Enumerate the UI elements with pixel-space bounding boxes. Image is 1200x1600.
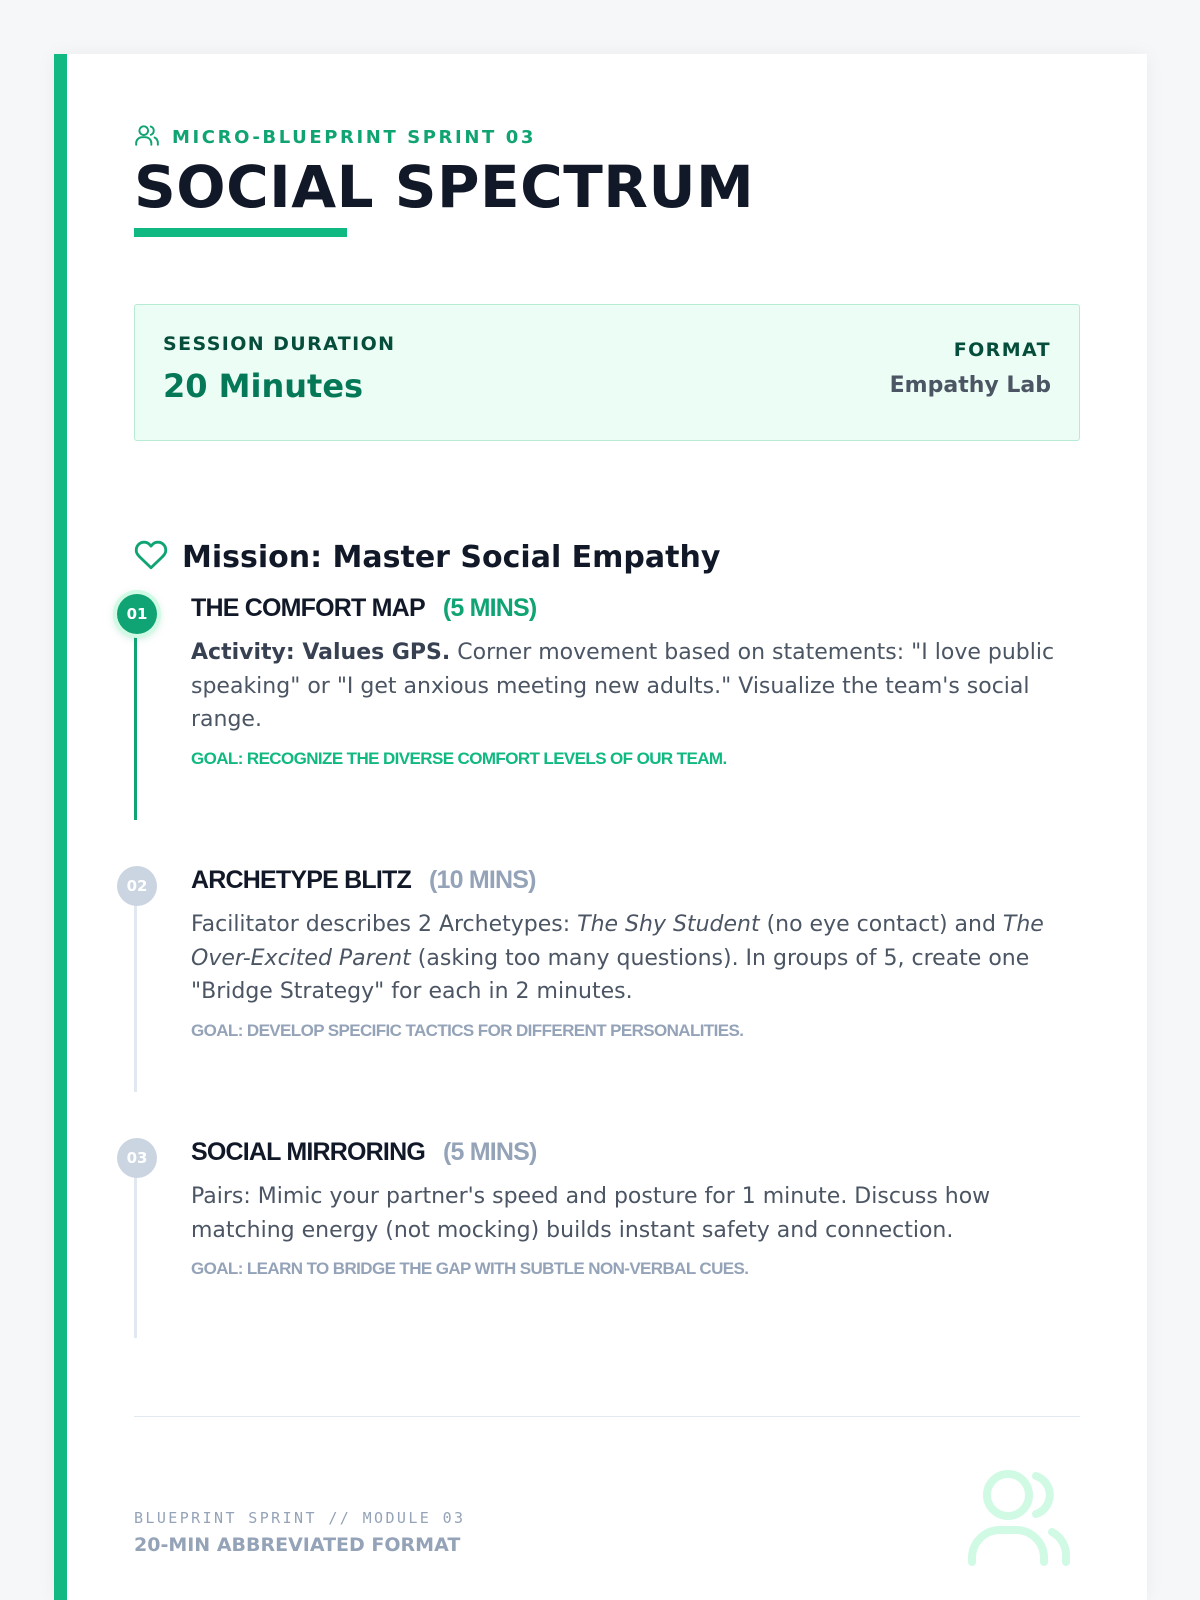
step-description bbox=[191, 908, 1061, 1009]
step-goal: GOAL: LEARN TO BRIDGE THE GAP WITH SUBTLE NON-VERBAL CUES. bbox=[191, 1259, 749, 1278]
step-title: ARCHETYPE BLITZ bbox=[191, 866, 411, 894]
step-duration: (10 MINS) bbox=[428, 866, 536, 894]
step-duration: (5 MINS) bbox=[442, 1138, 537, 1166]
session-info-box bbox=[134, 304, 1080, 441]
step-goal: GOAL: RECOGNIZE THE DIVERSE COMFORT LEVELS OF OUR TEAM. bbox=[191, 748, 727, 768]
users-icon bbox=[134, 122, 160, 153]
step-title: THE COMFORT MAP bbox=[191, 594, 425, 622]
step-body bbox=[191, 594, 1061, 769]
archetype-name: The Over-Excited Parent bbox=[191, 912, 1044, 971]
accent-bar bbox=[54, 54, 67, 1600]
timeline-step-1 bbox=[126, 594, 1080, 820]
step-header bbox=[191, 594, 1061, 628]
duration-label: SESSION DURATION bbox=[163, 333, 396, 355]
footer-format: 20-MIN ABBREVIATED FORMAT bbox=[134, 1534, 461, 1556]
activity-text: Corner movement based on statements: "I love public speaking" or "I get anxious meeting new adults." Visualize the team's social range. bbox=[191, 640, 1055, 732]
step-goal: GOAL: DEVELOP SPECIFIC TACTICS FOR DIFFERENT PERSONALITIES. bbox=[191, 1020, 744, 1040]
title-underline bbox=[134, 228, 347, 237]
step-description bbox=[191, 636, 1061, 737]
step-header bbox=[191, 866, 1061, 900]
step-header bbox=[191, 1138, 1061, 1172]
duration-value: 20 Minutes bbox=[163, 367, 364, 405]
step-number-badge: 02 bbox=[117, 866, 157, 906]
timeline-step-3 bbox=[126, 1138, 1080, 1338]
blueprint-card bbox=[54, 54, 1147, 1600]
step-number-badge: 01 bbox=[117, 594, 157, 634]
desc-part: Facilitator describes 2 Archetypes: bbox=[191, 912, 578, 937]
eyebrow-label: MICRO-BLUEPRINT SPRINT 03 bbox=[172, 127, 536, 148]
step-title: SOCIAL MIRRORING bbox=[191, 1138, 425, 1166]
duration-block bbox=[163, 333, 395, 405]
step-description: Pairs: Mimic your partner's speed and posture for 1 minute. Discuss how matching energy (not mocking) builds instant safety and connection. bbox=[191, 1184, 991, 1243]
step-body bbox=[191, 1138, 1061, 1279]
mission-heading bbox=[134, 538, 720, 577]
activity-label: Activity: Values GPS. bbox=[191, 640, 451, 665]
desc-part: (asking too many questions). In groups of 5, create one "Bridge Strategy" for each in 2 minutes. bbox=[191, 945, 1030, 1004]
desc-part: (no eye contact) and bbox=[759, 912, 1003, 937]
timeline-step-2 bbox=[126, 866, 1080, 1092]
timeline-line bbox=[134, 900, 137, 1092]
timeline-line bbox=[134, 1172, 137, 1338]
timeline-line bbox=[134, 628, 137, 820]
format-label: FORMAT bbox=[953, 339, 1051, 361]
format-value: Empathy Lab bbox=[889, 373, 1051, 398]
footer-meta: BLUEPRINT SPRINT // MODULE 03 bbox=[134, 1509, 466, 1527]
eyebrow bbox=[134, 122, 536, 153]
format-block bbox=[890, 339, 1051, 398]
step-duration: (5 MINS) bbox=[442, 594, 537, 622]
archetype-name: The Shy Student bbox=[577, 912, 760, 937]
mission-title: Mission: Master Social Empathy bbox=[182, 540, 721, 575]
users-icon bbox=[964, 1462, 1072, 1570]
heart-icon bbox=[134, 538, 168, 577]
step-body bbox=[191, 866, 1061, 1041]
page-title: SOCIAL SPECTRUM bbox=[134, 153, 755, 221]
footer-divider bbox=[134, 1416, 1080, 1417]
step-number-badge: 03 bbox=[117, 1138, 157, 1178]
